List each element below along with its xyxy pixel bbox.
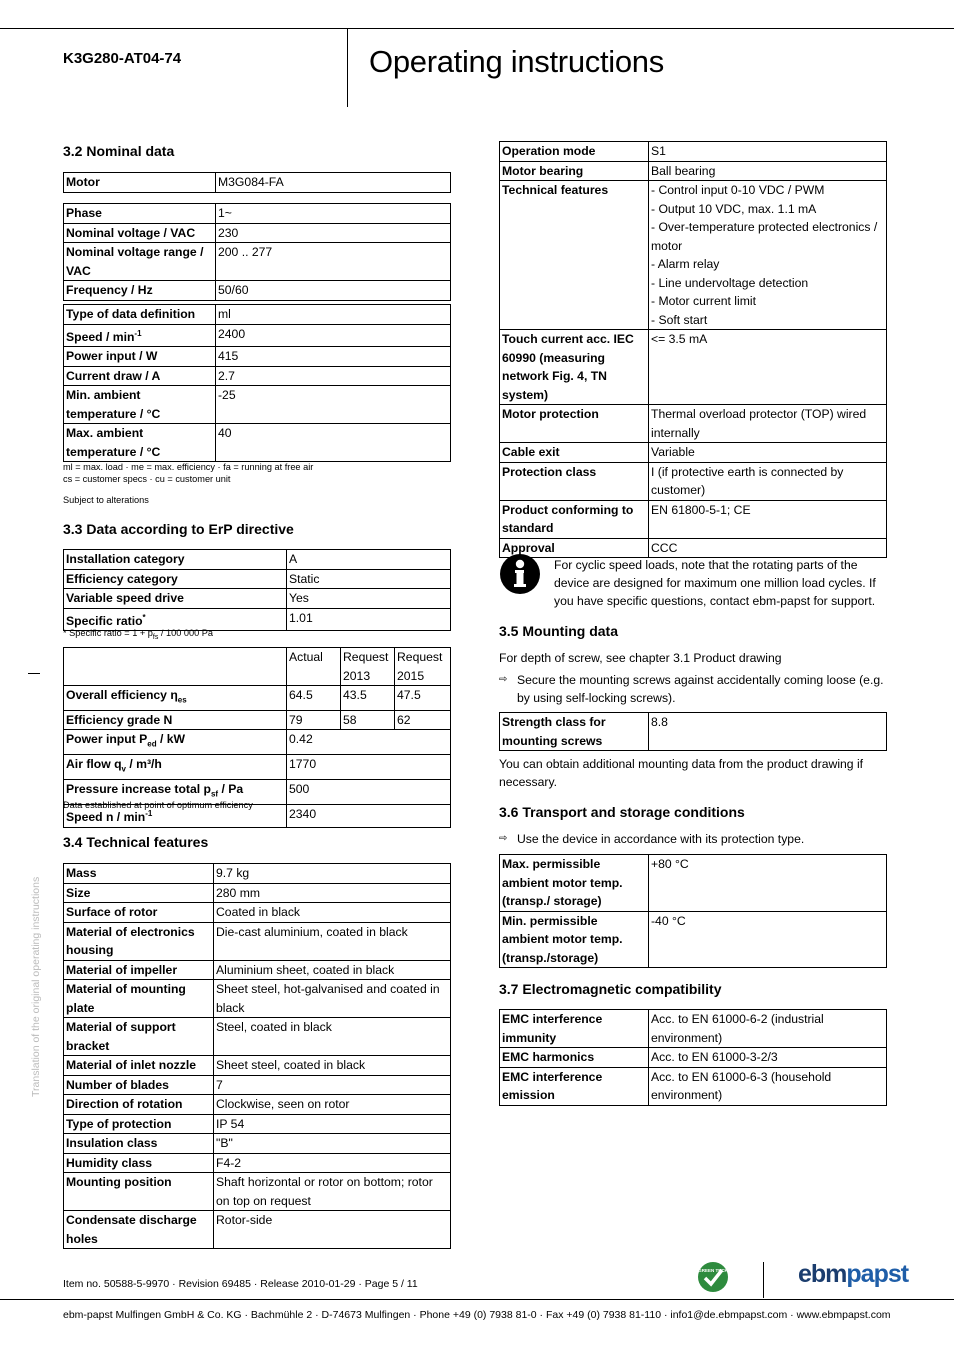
row-label: Direction of rotation	[64, 1095, 214, 1115]
row-value: Shaft horizontal or rotor on bottom; rotor on top on request	[214, 1173, 451, 1211]
green-tech-logo	[697, 1261, 729, 1293]
model-number: K3G280-AT04-74	[63, 50, 182, 67]
row-label: Number of blades	[64, 1075, 214, 1095]
table-row	[64, 386, 451, 424]
table-row	[64, 569, 451, 589]
row-value: 50/60	[216, 281, 451, 301]
row-label: Motor	[64, 173, 216, 193]
mounting-bullet: ⇨ Secure the mounting screws against accidentally coming loose (e.g. by using self-locking screws).	[499, 673, 884, 705]
heading-3-7: 3.7 Electromagnetic compatibility	[499, 981, 722, 997]
table-row	[64, 1211, 451, 1249]
row-value: Acc. to EN 61000-6-3 (household environment)	[649, 1067, 887, 1105]
table-transport	[499, 854, 887, 968]
heading-3-6: 3.6 Transport and storage conditions	[499, 804, 745, 820]
row-label: Variable speed drive	[64, 589, 287, 609]
table-technical	[63, 863, 451, 1249]
tech-features-label: Technical features	[500, 181, 649, 330]
row-value: 2.7	[216, 366, 451, 386]
row-label: Nominal voltage / VAC	[64, 223, 216, 243]
row-value: Sheet steel, coated in black	[214, 1056, 451, 1076]
table-emc	[499, 1009, 887, 1106]
table-row	[64, 1056, 451, 1076]
row-value: ml	[216, 305, 451, 325]
table-row	[500, 462, 887, 500]
footer-rule	[0, 1299, 954, 1300]
row-value: -40 °C	[649, 911, 887, 968]
mounting-para-2: You can obtain additional mounting data from the product drawing if necessary.	[499, 757, 864, 789]
row-label: Cable exit	[500, 443, 649, 463]
svg-text:GREEN TECH: GREEN TECH	[698, 1268, 728, 1273]
row-value: I (if protective earth is connected by customer)	[649, 462, 887, 500]
row-label: Min. permissible ambient motor temp. (transp./storage)	[500, 911, 649, 968]
row-label: EMC interference immunity	[500, 1010, 649, 1048]
row-label: Power input / W	[64, 347, 216, 367]
row-value: +80 °C	[649, 855, 887, 912]
table-efficiency: Actual Request 2013 Request 2015 Overall efficiency $\eta_{es}$ 64.5 43.5 47.5 Efficiency grade N 79 58 62 Power input $P_{ed}$ / kW 0.42 Air flow $q_v / m^3/h$ 1770 Pressure increase total $p_{sf}$ / Pa 500 Speed n / $\min^{-1}$ 2340	[63, 647, 451, 828]
header-rule	[0, 28, 954, 29]
table-row	[500, 161, 887, 181]
table-row	[64, 1153, 451, 1173]
row-label: Condensate discharge holes	[64, 1211, 214, 1249]
row-value: 200 .. 277	[216, 243, 451, 281]
row-value: M3G084-FA	[216, 173, 451, 193]
table-row	[64, 324, 451, 347]
info-icon	[499, 553, 541, 595]
heading-3-4: 3.4 Technical features	[63, 834, 209, 850]
row-label: Motor bearing	[500, 161, 649, 181]
row-label: Installation category	[64, 550, 287, 570]
row-label: Frequency / Hz	[64, 281, 216, 301]
row-label: Material of support bracket	[64, 1018, 214, 1056]
row-value: Static	[287, 569, 451, 589]
row-label: Size	[64, 883, 214, 903]
table-row	[64, 980, 451, 1018]
table-row	[64, 922, 451, 960]
table-row	[64, 864, 451, 884]
row-value: Sheet steel, hot-galvanised and coated in black	[214, 980, 451, 1018]
heading-3-2: 3.2 Nominal data	[63, 143, 175, 159]
row-value: 7	[214, 1075, 451, 1095]
row-value: 2400	[216, 324, 451, 347]
fold-mark	[28, 673, 40, 674]
row-value: IP 54	[214, 1114, 451, 1134]
table-row	[500, 911, 887, 968]
table-row	[64, 366, 451, 386]
note-specific-ratio: * Specific ratio = $1 + p_{fs} / 100$ 000 Pa	[63, 628, 214, 641]
row-label: Strength class for mounting screws	[500, 713, 649, 751]
row-label: Operation mode	[500, 142, 649, 162]
row-label: Speed / $\min^{-1}$	[64, 324, 216, 347]
table-row	[500, 142, 887, 162]
table-row	[500, 405, 887, 443]
row-label: Mass	[64, 864, 214, 884]
table-row	[500, 538, 887, 558]
row-label: Protection class	[500, 462, 649, 500]
row-label: Efficiency category	[64, 569, 287, 589]
table-performance	[63, 304, 451, 462]
row-value: S1	[649, 142, 887, 162]
table-row	[64, 1075, 451, 1095]
table-row	[64, 903, 451, 923]
row-label: Material of electronics housing	[64, 922, 214, 960]
row-value: EN 61800-5-1; CE	[649, 500, 887, 538]
row-value: 9.7 kg	[214, 864, 451, 884]
table-row	[64, 173, 451, 193]
note-optimum: Data established at point of optimum efficiency	[63, 800, 253, 810]
table-row	[64, 281, 451, 301]
row-value: Ball bearing	[649, 161, 887, 181]
table-row	[500, 1067, 887, 1105]
row-label: Current draw / A	[64, 366, 216, 386]
row-value: Coated in black	[214, 903, 451, 923]
row-label: Mounting position	[64, 1173, 214, 1211]
row-value: 1.01	[287, 608, 451, 631]
row-value: 230	[216, 223, 451, 243]
table-row	[64, 1134, 451, 1154]
row-value: A	[287, 550, 451, 570]
table-row	[500, 443, 887, 463]
row-value: Acc. to EN 61000-3-2/3	[649, 1048, 887, 1068]
row-value: Yes	[287, 589, 451, 609]
row-value: Die-cast aluminium, coated in black	[214, 922, 451, 960]
note-legend-2: cs = customer specs · cu = customer unit	[63, 474, 231, 484]
arrow-icon: ⇨	[499, 674, 508, 685]
row-label: EMC harmonics	[500, 1048, 649, 1068]
arrow-icon: ⇨	[499, 833, 508, 844]
table-row	[64, 1173, 451, 1211]
footer-item-info: Item no. 50588-5-9970 · Revision 69485 · Release 2010-01-29 · Page 5 / 11	[63, 1278, 418, 1290]
row-value: Thermal overload protector (TOP) wired internally	[649, 405, 887, 443]
table-operation	[499, 141, 887, 558]
row-label: Phase	[64, 204, 216, 224]
table-erp	[63, 549, 451, 631]
row-value: Steel, coated in black	[214, 1018, 451, 1056]
row-label: Product conforming to standard	[500, 500, 649, 538]
row-value: Variable	[649, 443, 887, 463]
row-label: Type of data definition	[64, 305, 216, 325]
table-row	[500, 500, 887, 538]
table-row	[64, 1095, 451, 1115]
table-row	[64, 883, 451, 903]
row-label: Surface of rotor	[64, 903, 214, 923]
row-label: Humidity class	[64, 1153, 214, 1173]
table-row	[500, 1048, 887, 1068]
row-label: Specific ratio*	[64, 608, 287, 631]
row-value: F4-2	[214, 1153, 451, 1173]
row-value: 1~	[216, 204, 451, 224]
row-label: Max. ambient temperature / °C	[64, 424, 216, 462]
mounting-para: For depth of screw, see chapter 3.1 Product drawing	[499, 651, 782, 665]
row-value: <= 3.5 mA	[649, 330, 887, 405]
table-mounting	[499, 712, 887, 751]
tech-features-list: - Control input 0-10 VDC / PWM - Output 10 VDC, max. 1.1 mA - Over-temperature protected electronics / motor - Alarm relay - Line undervoltage detection - Motor current limit - Soft start	[649, 181, 887, 330]
row-value: Rotor-side	[214, 1211, 451, 1249]
table-row	[64, 960, 451, 980]
row-label: Material of inlet nozzle	[64, 1056, 214, 1076]
info-note: For cyclic speed loads, note that the rotating parts of the device are designed for maximum one million load cycles. If you have specific questions, contact ebm-papst for support.	[554, 558, 876, 608]
logo-divider	[763, 1262, 764, 1298]
table-row	[500, 713, 887, 751]
row-label: Nominal voltage range / VAC	[64, 243, 216, 281]
row-label: Max. permissible ambient motor temp. (transp./ storage)	[500, 855, 649, 912]
row-value: CCC	[649, 538, 887, 558]
table-row	[64, 204, 451, 224]
header-divider	[347, 28, 348, 107]
row-label: Motor protection	[500, 405, 649, 443]
row-label: Material of mounting plate	[64, 980, 214, 1018]
transport-bullet: ⇨ Use the device in accordance with its protection type.	[499, 832, 805, 846]
row-value: Aluminium sheet, coated in black	[214, 960, 451, 980]
row-label: Type of protection	[64, 1114, 214, 1134]
row-value: Clockwise, seen on rotor	[214, 1095, 451, 1115]
table-row	[64, 223, 451, 243]
side-note: Translation of the original operating instructions	[30, 876, 42, 1097]
row-value: 415	[216, 347, 451, 367]
row-value: 8.8	[649, 713, 887, 751]
row-label: Material of impeller	[64, 960, 214, 980]
table-row	[500, 855, 887, 912]
heading-3-5: 3.5 Mounting data	[499, 623, 618, 639]
footer-address: ebm-papst Mulfingen GmbH & Co. KG · Bachmühle 2 · D-74673 Mulfingen · Phone +49 (0) 7938 81-0 · Fax +49 (0) 7938 81-110 · info1@de.ebmpapst.com · www.ebmpapst.com	[63, 1309, 891, 1321]
row-label: Min. ambient temperature / °C	[64, 386, 216, 424]
row-label: Insulation class	[64, 1134, 214, 1154]
table-row	[64, 243, 451, 281]
note-legend-1: ml = max. load · me = max. efficiency · fa = running at free air	[63, 462, 314, 472]
row-value: 280 mm	[214, 883, 451, 903]
table-row	[64, 305, 451, 325]
table-row	[500, 330, 887, 405]
table-row	[64, 550, 451, 570]
page-title: Operating instructions	[369, 44, 664, 79]
table-row	[500, 1010, 887, 1048]
row-label: Touch current acc. IEC 60990 (measuring network Fig. 4, TN system)	[500, 330, 649, 405]
row-value: Acc. to EN 61000-6-2 (industrial environment)	[649, 1010, 887, 1048]
row-value: -25	[216, 386, 451, 424]
note-alterations: Subject to alterations	[63, 495, 149, 505]
table-motor	[63, 172, 451, 193]
ebmpapst-logo: ebmpapst	[798, 1260, 909, 1288]
row-label: Approval	[500, 538, 649, 558]
heading-3-3: 3.3 Data according to ErP directive	[63, 521, 294, 537]
table-row	[64, 589, 451, 609]
row-value: "B"	[214, 1134, 451, 1154]
table-row	[64, 1114, 451, 1134]
table-row	[64, 347, 451, 367]
table-electrical	[63, 203, 451, 301]
table-row	[64, 424, 451, 462]
row-value: 40	[216, 424, 451, 462]
table-row	[64, 1018, 451, 1056]
row-label: EMC interference emission	[500, 1067, 649, 1105]
